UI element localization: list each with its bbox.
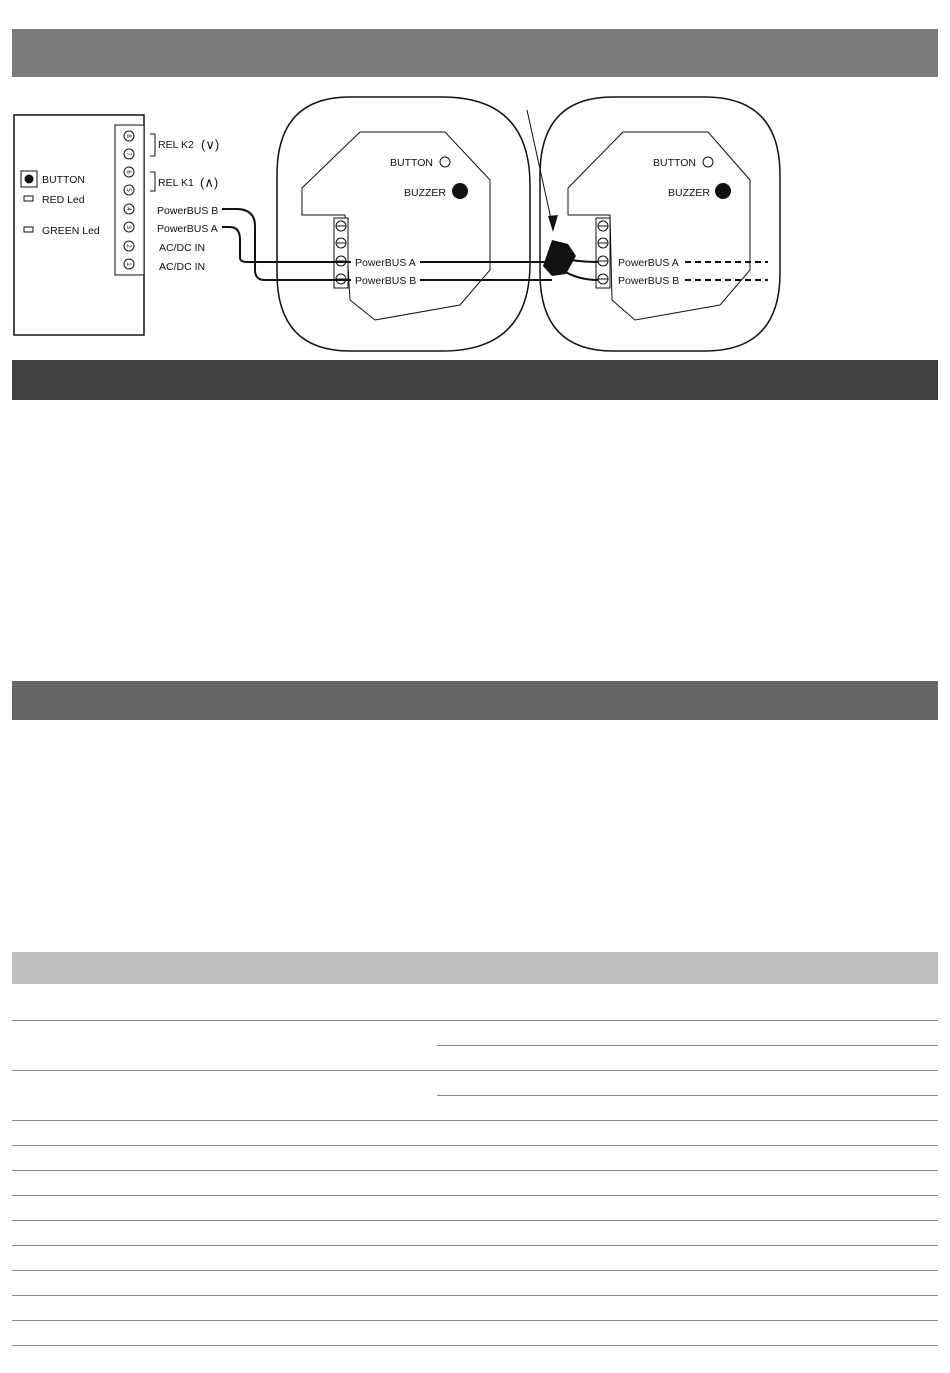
- device-2-outline: [540, 97, 780, 351]
- controller-terminal-7: [124, 149, 134, 159]
- device-2-buzzer-label: BUZZER: [668, 187, 710, 199]
- table-row-line: [12, 1345, 938, 1346]
- controller-terminal-1: [124, 259, 134, 269]
- svg-text:3: 3: [125, 225, 131, 229]
- red-led-icon: [24, 196, 33, 201]
- svg-text:2: 2: [125, 244, 131, 248]
- acdc-in-label-2: AC/DC IN: [159, 261, 206, 273]
- powerbus-b-wire: [222, 209, 351, 280]
- table-row-line: [12, 1320, 938, 1321]
- controller-powerbus-b-label: PowerBUS B: [157, 205, 219, 217]
- rel-k2-symbol: (∨): [201, 137, 220, 152]
- device-1-outline: [277, 97, 530, 351]
- table-row-line: [12, 1195, 938, 1196]
- device-1-powerbus-a-label: PowerBUS A: [355, 257, 416, 269]
- rel-k1-label: REL K1: [158, 177, 194, 189]
- table-row-line: [542, 1095, 938, 1096]
- table-row-line: [12, 1245, 938, 1246]
- svg-text:7: 7: [125, 152, 131, 156]
- device-2-buzzer-icon: [715, 183, 731, 199]
- controller-terminal-block: [115, 125, 144, 275]
- table-row-line: [437, 1095, 542, 1096]
- svg-text:4: 4: [125, 207, 131, 211]
- section-header-band-3: [12, 681, 938, 720]
- rel-k1-symbol: (∧): [200, 175, 219, 190]
- green-led-label: GREEN Led: [42, 225, 100, 237]
- controller-button-icon: [25, 175, 34, 184]
- green-led-icon: [24, 227, 33, 232]
- device-2-powerbus-b-label: PowerBUS B: [618, 275, 680, 287]
- device-2-button-icon: [703, 157, 713, 167]
- table-row-line: [12, 1170, 938, 1171]
- table-header-band: [12, 952, 938, 984]
- table-row-line: [542, 1045, 938, 1046]
- device-1-button-icon: [440, 157, 450, 167]
- wire-junction-connector: [543, 240, 576, 276]
- svg-text:5: 5: [125, 188, 131, 192]
- controller-terminal-6: [124, 167, 134, 177]
- controller-terminal-8: [124, 131, 134, 141]
- svg-text:1: 1: [125, 262, 131, 266]
- red-led-label: RED Led: [42, 194, 85, 206]
- connector-pointer-arrowhead: [548, 215, 558, 232]
- device-1-button-label: BUTTON: [390, 157, 433, 169]
- device-2-button-label: BUTTON: [653, 157, 696, 169]
- controller-terminal-4: [124, 204, 134, 214]
- table-row-line: [12, 1020, 938, 1021]
- rel-k2-label: REL K2: [158, 139, 194, 151]
- wiring-diagram: [0, 80, 950, 360]
- rel-k2-bracket: [150, 134, 155, 156]
- table-row-line: [12, 1145, 938, 1146]
- wire-b-into-device-2: [562, 270, 598, 280]
- controller-terminal-2: [124, 241, 134, 251]
- device-1-powerbus-b-label: PowerBUS B: [355, 275, 417, 287]
- device-1-buzzer-label: BUZZER: [404, 187, 446, 199]
- controller-terminal-5: [124, 185, 134, 195]
- device-2-powerbus-a-label: PowerBUS A: [618, 257, 679, 269]
- table-row-line: [12, 1220, 938, 1221]
- device-1-buzzer-icon: [452, 183, 468, 199]
- table-row-line: [12, 1070, 938, 1071]
- svg-text:8: 8: [125, 134, 131, 138]
- svg-text:6: 6: [125, 170, 131, 174]
- table-row-line: [12, 1270, 938, 1271]
- controller-powerbus-a-label: PowerBUS A: [157, 223, 218, 235]
- section-header-band-1: [12, 29, 938, 77]
- powerbus-a-wire: [222, 227, 351, 262]
- acdc-in-label-1: AC/DC IN: [159, 242, 206, 254]
- table-row-line: [12, 1295, 938, 1296]
- section-header-band-2: [12, 360, 938, 400]
- controller-button-label: BUTTON: [42, 174, 85, 186]
- controller-terminal-3: [124, 222, 134, 232]
- rel-k1-bracket: [150, 172, 155, 191]
- table-row-line: [12, 1120, 938, 1121]
- table-row-line: [437, 1045, 542, 1046]
